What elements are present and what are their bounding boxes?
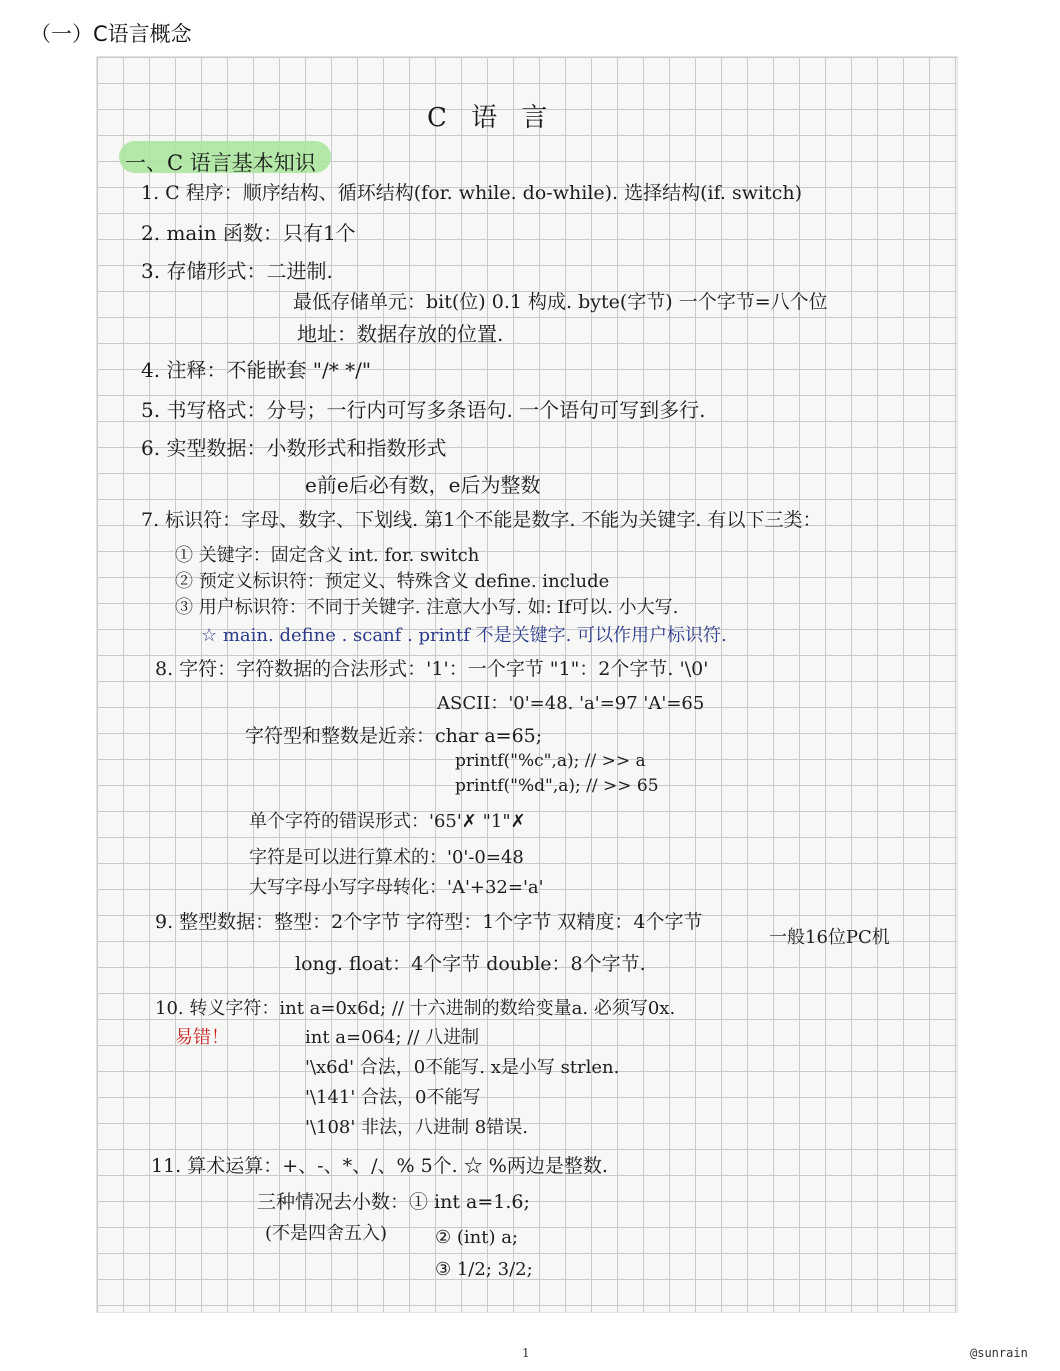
code-line: printf("%d",a); // >> 65 (455, 776, 659, 796)
side-note: 一般16位PC机 (769, 927, 890, 948)
note-line: 4. 注释：不能嵌套 "/* */" (141, 358, 372, 382)
note-line: ① 关键字：固定含义 int. for. switch (175, 545, 480, 566)
note-line: 字符是可以进行算术的：'0'-0=48 (249, 847, 524, 868)
note-line: 8. 字符：字符数据的合法形式：'1'：一个字节 "1"：2个字节. '\0' (155, 658, 709, 680)
note-line: e前e后必有数，e后为整数 (305, 473, 541, 497)
note-line: 7. 标识符：字母、数字、下划线. 第1个不能是数字. 不能为关键字. 有以下三类： (141, 509, 822, 531)
note-line: 最低存储单元：bit(位) 0.1 构成. byte(字节) 一个字节=八个位 (293, 291, 828, 313)
note-line: 11. 算术运算：+、-、*、/、% 5个. ☆ %两边是整数. (151, 1155, 608, 1177)
note-line: ASCII：'0'=48. 'a'=97 'A'=65 (437, 693, 705, 714)
note-line: '\108' 非法，八进制 8错误. (305, 1117, 528, 1138)
note-line: 3. 存储形式：二进制. (141, 259, 333, 283)
note-line: 字符型和整数是近亲：char a=65; (245, 725, 543, 747)
page-number: 1 (522, 1346, 530, 1360)
section-heading-label: 一、C 语言基本知识 (125, 151, 316, 175)
note-line: 大写字母小写字母转化：'A'+32='a' (249, 877, 544, 898)
note-line: 6. 实型数据：小数形式和指数形式 (141, 436, 447, 460)
note-line: '\x6d' 合法，0不能写. x是小写 strlen. (305, 1057, 620, 1078)
note-line: 10. 转义字符：int a=0x6d; // 十六进制的数给变量a. 必须写0x. (155, 998, 676, 1019)
sheet-title: C 语 言 (427, 103, 556, 133)
error-prone-note: 易错！ (175, 1027, 229, 1048)
note-line: 2. main 函数：只有1个 (141, 221, 356, 245)
note-line-highlighted: ☆ main. define . scanf . printf 不是关键字. 可以作用户标识符. (201, 625, 727, 646)
note-line: ③ 用户标识符：不同于关键字. 注意大小写. 如: If可以. 小大写. (175, 597, 679, 618)
note-line: (不是四舍五入) (265, 1223, 388, 1244)
note-line: 三种情况去小数：① int a=1.6; (257, 1191, 530, 1213)
note-line: ② (int) a; (435, 1227, 519, 1248)
note-line: 地址：数据存放的位置. (297, 322, 504, 346)
note-line: ② 预定义标识符：预定义、特殊含义 define. include (175, 571, 610, 592)
code-line: printf("%c",a); // >> a (455, 751, 646, 771)
note-line: 5. 书写格式：分号；一行内可写多条语句. 一个语句可写到多行. (141, 398, 706, 422)
section-heading (119, 141, 331, 173)
watermark: @sunrain (970, 1346, 1028, 1360)
note-line: long. float：4个字节 double：8个字节. (295, 953, 646, 975)
note-line: 1. C 程序：顺序结构、循环结构(for. while. do-while). 选择结构(if. switch) (141, 182, 803, 204)
note-line: '\141' 合法，0不能写 (305, 1087, 481, 1108)
document-heading: （一）C语言概念 (30, 22, 192, 46)
grid-notebook-sheet (97, 57, 957, 1312)
note-line: ③ 1/2; 3/2; (435, 1259, 533, 1280)
note-line: 单个字符的错误形式：'65'✗ "1"✗ (249, 811, 526, 832)
note-line: int a=064; // 八进制 (305, 1027, 480, 1048)
note-line: 9. 整型数据：整型：2个字节 字符型：1个字节 双精度：4个字节 (155, 911, 703, 933)
